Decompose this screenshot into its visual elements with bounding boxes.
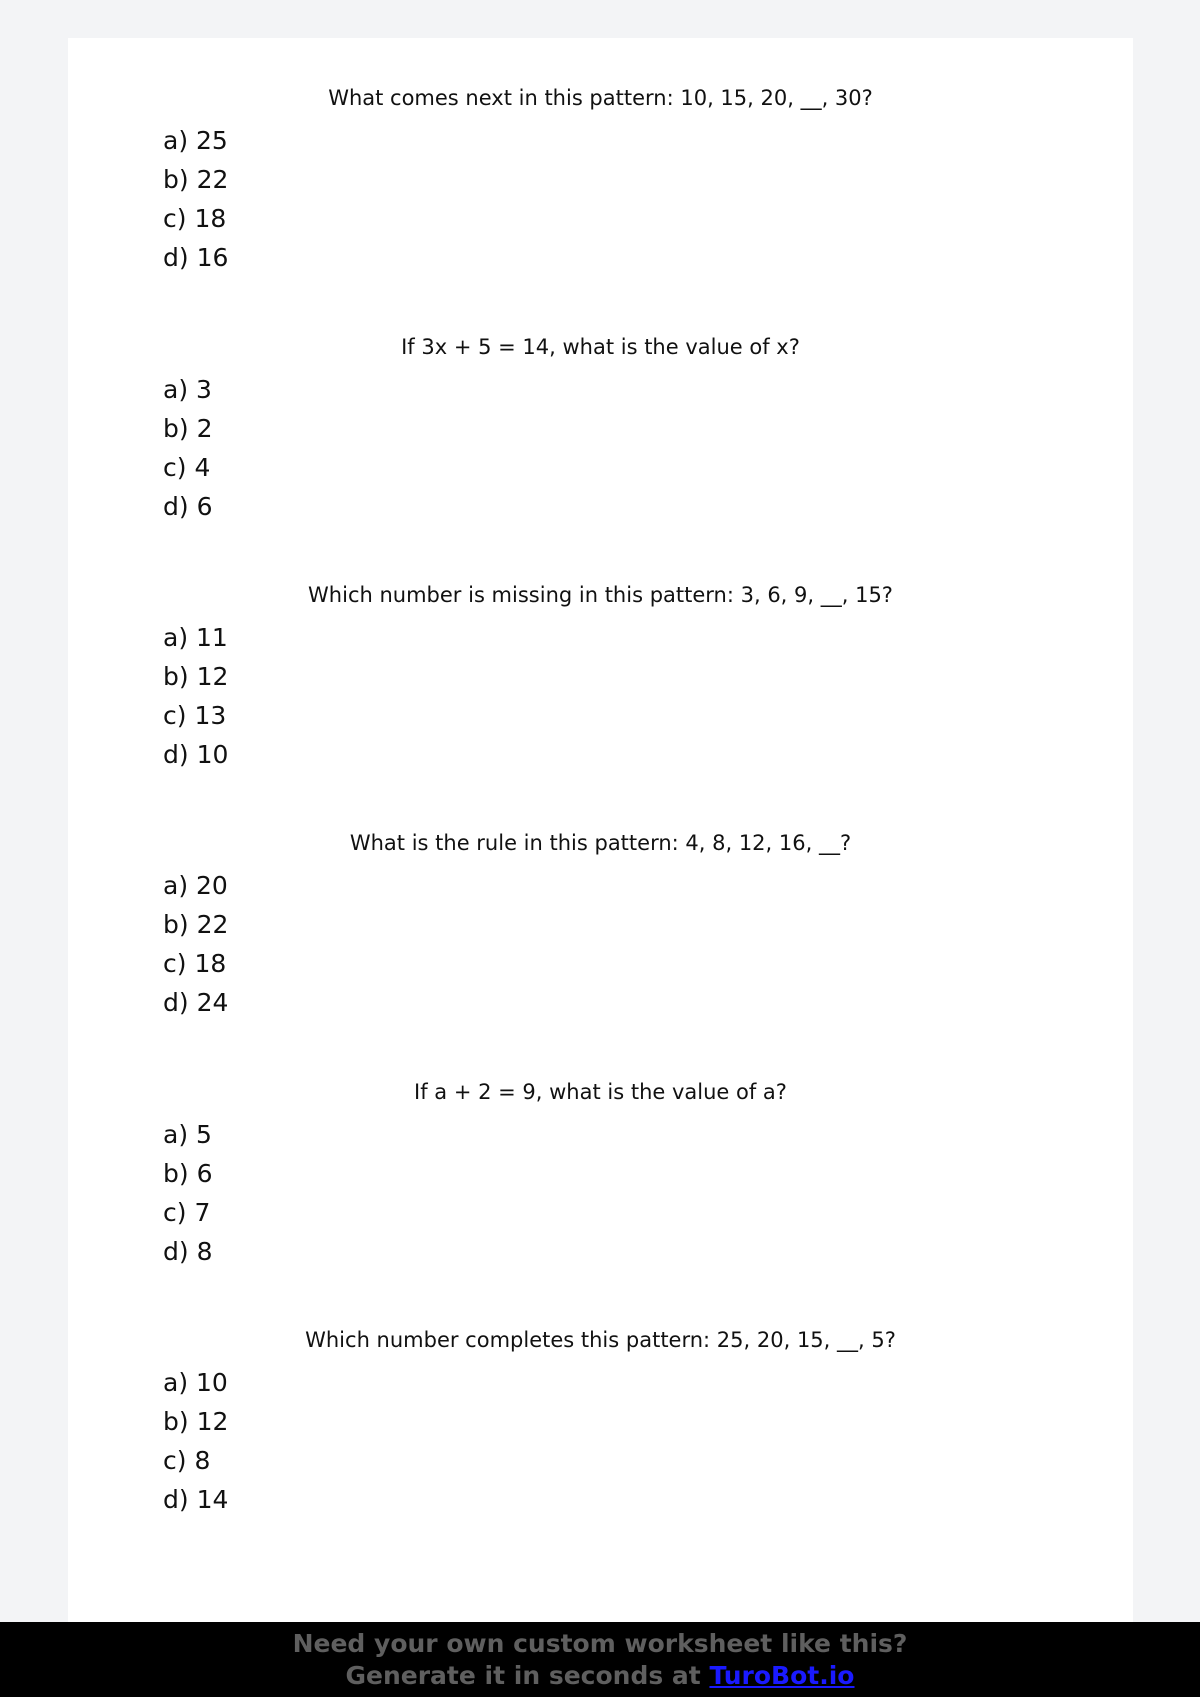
question-text: Which number completes this pattern: 25, 20, 15, __, 5?	[305, 1328, 896, 1352]
answer-option-c: c) 4	[163, 453, 211, 482]
question-text: Which number is missing in this pattern: 3, 6, 9, __, 15?	[308, 583, 893, 607]
answer-option-d: d) 24	[163, 988, 229, 1017]
answer-option-a: a) 3	[163, 375, 212, 404]
promo-footer-bar	[0, 1622, 1200, 1697]
question-block	[68, 1327, 1133, 1577]
answer-option-a: a) 25	[163, 126, 228, 155]
question-block	[68, 1079, 1133, 1329]
question-block	[68, 582, 1133, 832]
answer-option-d: d) 8	[163, 1237, 213, 1266]
answer-options	[163, 866, 228, 1022]
turobot-link[interactable]: TuroBot.io	[709, 1661, 855, 1690]
answer-option-d: d) 10	[163, 740, 229, 769]
answer-option-c: c) 13	[163, 701, 227, 730]
answer-option-a: a) 5	[163, 1120, 212, 1149]
answer-option-c: c) 7	[163, 1198, 211, 1227]
answer-options	[163, 1115, 212, 1271]
answer-option-b: b) 6	[163, 1159, 213, 1188]
answer-option-b: b) 22	[163, 910, 229, 939]
promo-headline: Need your own custom worksheet like this?	[292, 1629, 908, 1658]
question-text: If 3x + 5 = 14, what is the value of x?	[401, 335, 800, 359]
worksheet-page	[68, 38, 1133, 1697]
answer-option-b: b) 12	[163, 662, 229, 691]
question-block	[68, 85, 1133, 335]
question-block	[68, 830, 1133, 1080]
question-text: What comes next in this pattern: 10, 15, 20, __, 30?	[328, 86, 873, 110]
question-text: If a + 2 = 9, what is the value of a?	[414, 1080, 787, 1104]
answer-option-b: b) 12	[163, 1407, 229, 1436]
answer-option-d: d) 6	[163, 492, 213, 521]
answer-option-a: a) 11	[163, 623, 228, 652]
answer-option-b: b) 2	[163, 414, 213, 443]
answer-option-b: b) 22	[163, 165, 229, 194]
answer-option-c: c) 18	[163, 949, 227, 978]
answer-option-d: d) 14	[163, 1485, 229, 1514]
answer-options	[163, 121, 228, 277]
answer-options	[163, 1363, 228, 1519]
answer-option-c: c) 18	[163, 204, 227, 233]
question-text: What is the rule in this pattern: 4, 8, 12, 16, __?	[349, 831, 852, 855]
question-block	[68, 334, 1133, 584]
answer-option-a: a) 20	[163, 871, 228, 900]
answer-option-a: a) 10	[163, 1368, 228, 1397]
answer-option-d: d) 16	[163, 243, 229, 272]
promo-subline	[0, 1660, 1200, 1692]
answer-option-c: c) 8	[163, 1446, 211, 1475]
answer-options	[163, 618, 228, 774]
answer-options	[163, 370, 212, 526]
promo-subline-text: Generate it in seconds at	[345, 1661, 710, 1690]
